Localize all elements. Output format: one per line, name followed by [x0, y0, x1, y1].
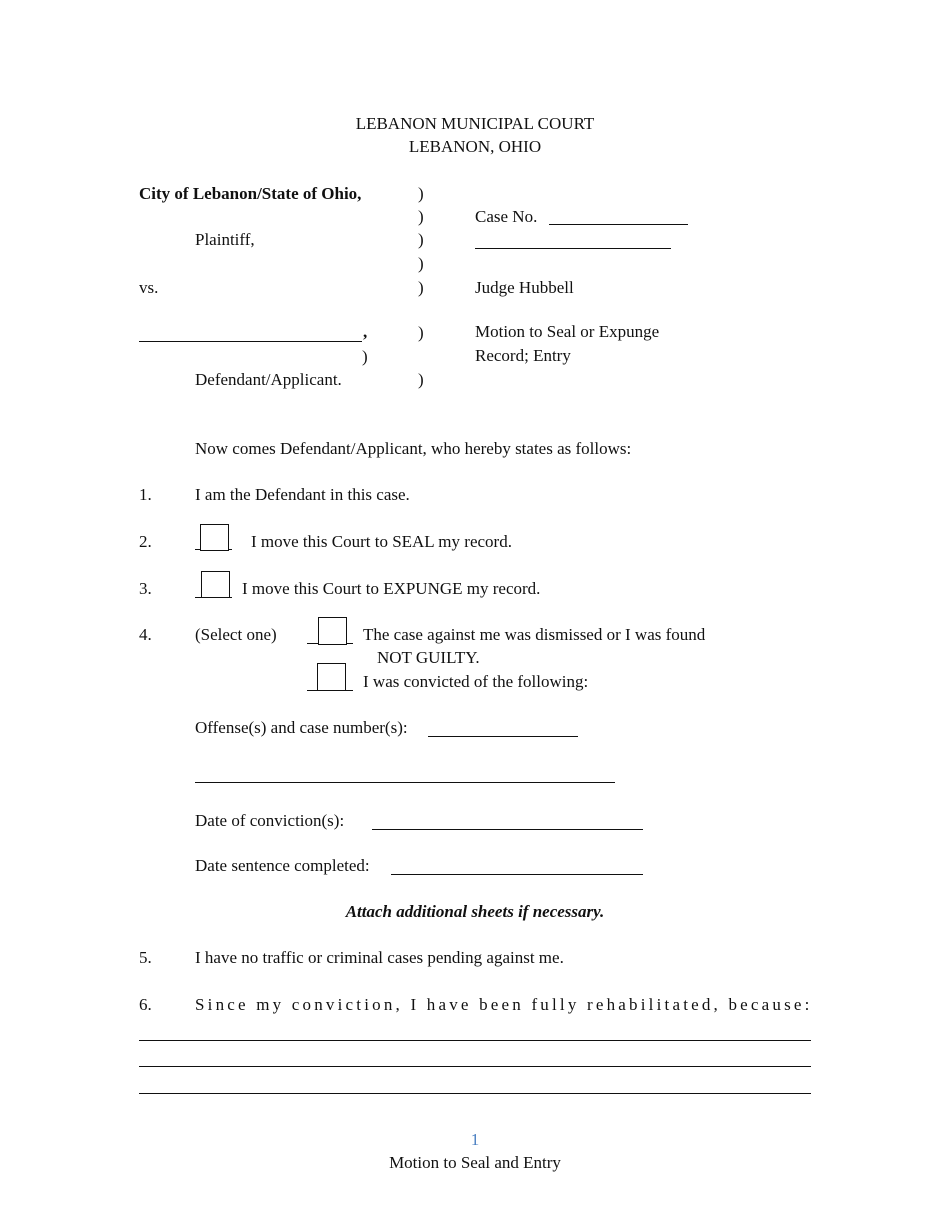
select-one-label: (Select one)	[195, 625, 277, 644]
offense-line[interactable]	[428, 736, 578, 737]
motion-title-line1: Motion to Seal or Expunge	[475, 322, 660, 341]
motion-title-line2: Record; Entry	[475, 346, 571, 365]
defendant-name-line[interactable]	[139, 341, 362, 342]
caption-paren: )	[362, 347, 368, 366]
date-completed-line[interactable]	[391, 874, 643, 875]
defendant-role: Defendant/Applicant.	[195, 370, 342, 389]
option-convicted: I was convicted of the following:	[363, 672, 589, 691]
item-number: 6.	[139, 995, 152, 1014]
item-text: I have no traffic or criminal cases pending against me.	[195, 948, 564, 967]
expunge-checkbox[interactable]	[201, 571, 230, 598]
item-text: Since my conviction, I have been fully rehabilitated, because:	[195, 995, 813, 1014]
date-conviction-label: Date of conviction(s):	[195, 811, 345, 830]
item-number: 5.	[139, 948, 152, 967]
versus-label: vs.	[139, 278, 159, 297]
caption-paren: )	[418, 207, 424, 226]
convicted-checkbox[interactable]	[317, 663, 346, 691]
seal-checkbox[interactable]	[200, 524, 229, 551]
page-number: 1	[470, 1130, 480, 1149]
caption-paren: )	[418, 254, 424, 273]
attach-note: Attach additional sheets if necessary.	[345, 902, 605, 921]
date-completed-label: Date sentence completed:	[195, 856, 370, 875]
option-dismissed-cont: NOT GUILTY.	[377, 648, 480, 667]
case-no-line-2[interactable]	[475, 248, 671, 249]
caption-paren: )	[418, 230, 424, 249]
rehabilitation-line[interactable]	[139, 1066, 811, 1067]
caption-paren: )	[418, 184, 424, 203]
caption-paren: )	[418, 370, 424, 389]
plaintiff-role: Plaintiff,	[195, 230, 255, 249]
offense-label: Offense(s) and case number(s):	[195, 718, 408, 737]
item-number: 3.	[139, 579, 152, 598]
item-number: 2.	[139, 532, 152, 551]
item-text: I am the Defendant in this case.	[195, 485, 410, 504]
court-name: LEBANON MUNICIPAL COURT	[355, 114, 595, 133]
item-text: I move this Court to SEAL my record.	[251, 532, 512, 551]
judge-name: Judge Hubbell	[475, 278, 574, 297]
caption-paren: )	[418, 323, 424, 342]
date-conviction-line[interactable]	[372, 829, 643, 830]
option-dismissed: The case against me was dismissed or I was found	[363, 625, 706, 644]
case-no-label: Case No.	[475, 207, 538, 226]
item-text: I move this Court to EXPUNGE my record.	[242, 579, 541, 598]
case-no-line[interactable]	[549, 224, 688, 225]
defendant-comma: ,	[363, 322, 368, 341]
footer-title: Motion to Seal and Entry	[389, 1153, 561, 1172]
court-location: LEBANON, OHIO	[408, 137, 542, 156]
plaintiff-name: City of Lebanon/State of Ohio,	[139, 184, 362, 203]
rehabilitation-line[interactable]	[139, 1093, 811, 1094]
dismissed-checkbox[interactable]	[318, 617, 347, 645]
item-number: 1.	[139, 485, 152, 504]
offense-line-2[interactable]	[195, 782, 615, 783]
rehabilitation-line[interactable]	[139, 1040, 811, 1041]
item-number: 4.	[139, 625, 152, 644]
intro-text: Now comes Defendant/Applicant, who hereby states as follows:	[195, 439, 632, 458]
caption-paren: )	[418, 278, 424, 297]
